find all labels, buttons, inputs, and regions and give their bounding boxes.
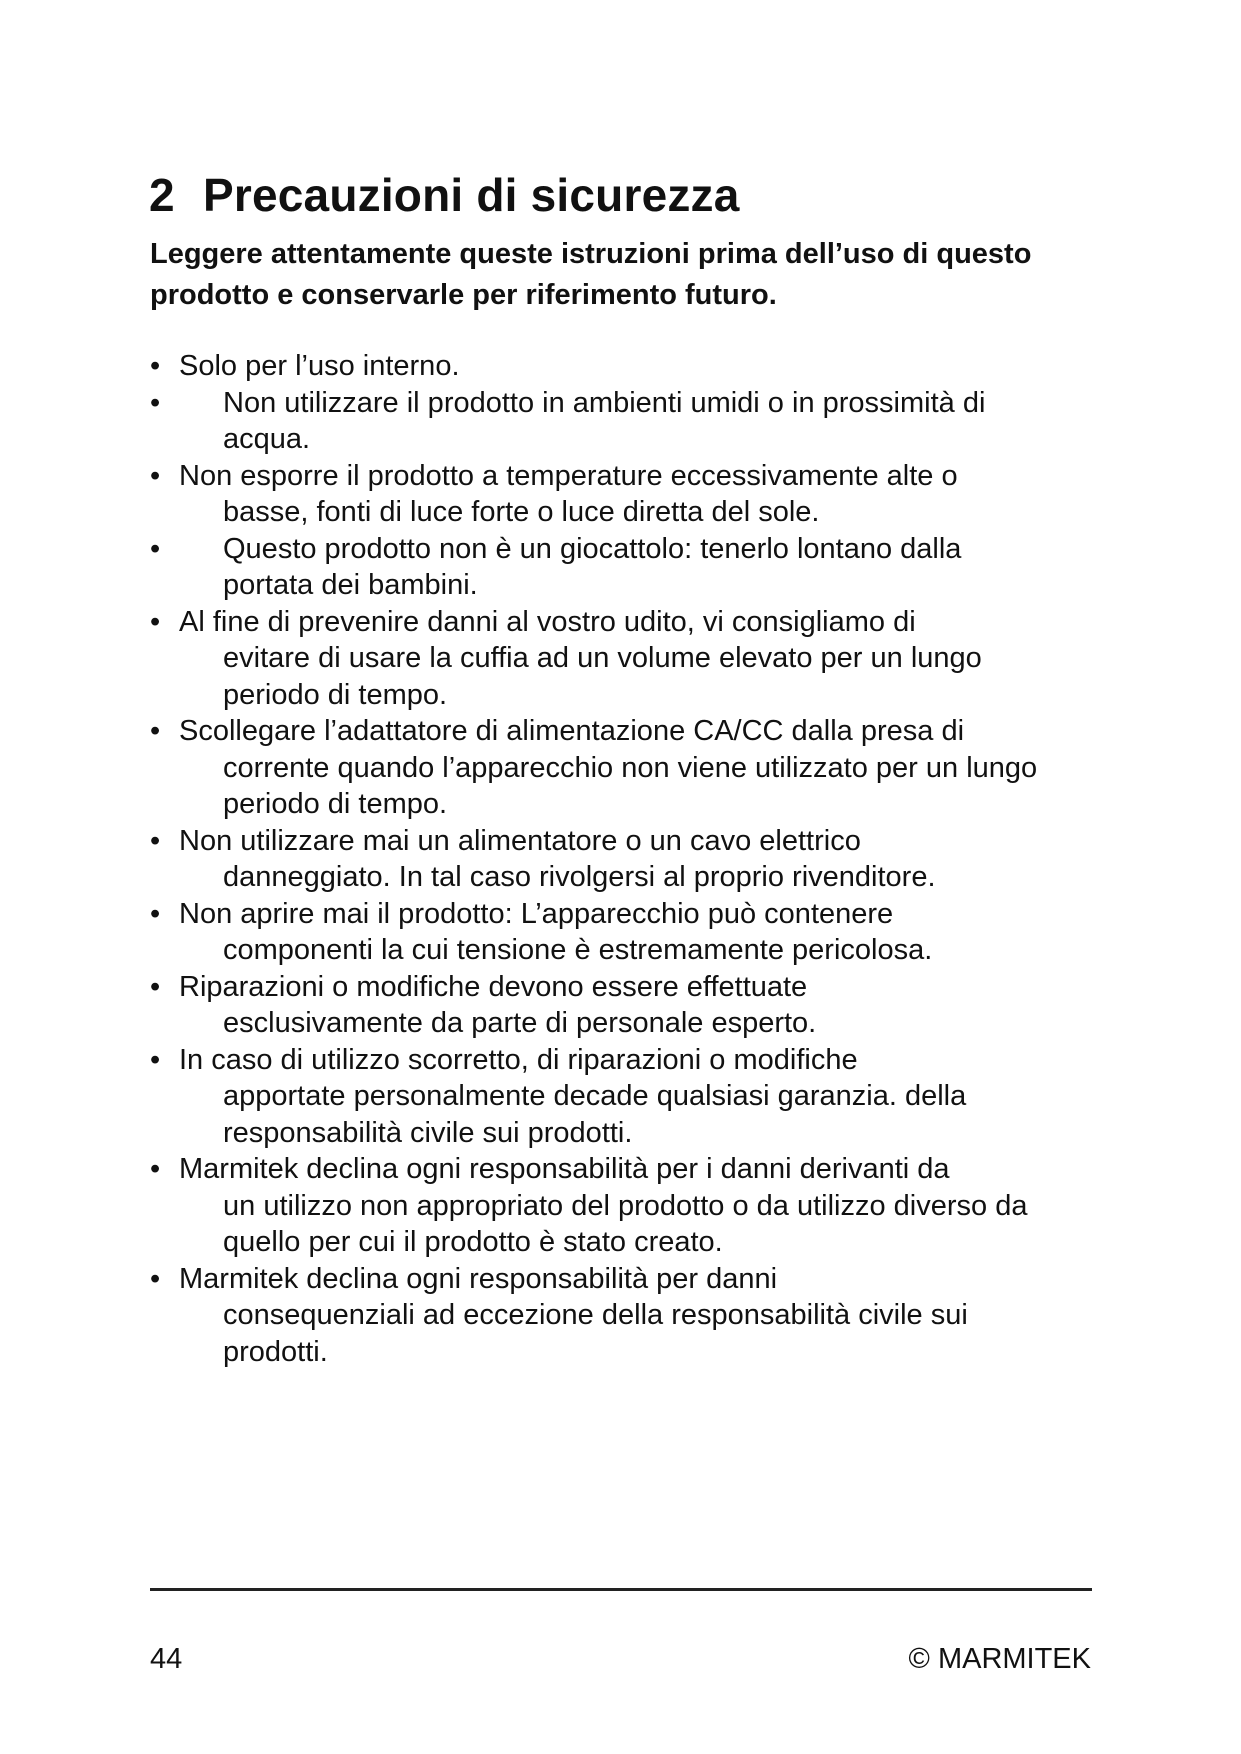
section-number: 2 bbox=[149, 169, 175, 221]
list-item-text: Scollegare l’adattatore di alimentazione CA/CC dalla presa di bbox=[179, 715, 965, 747]
list-item bbox=[150, 969, 1080, 1042]
list-item bbox=[150, 385, 1080, 458]
list-item-text: Marmitek declina ogni responsabilità per danni bbox=[179, 1262, 778, 1295]
copyright-notice: © MARMITEK bbox=[908, 1643, 1091, 1675]
list-item-continuation: apportate personalmente decade qualsiasi garanzia. della responsabilità civile sui prodotti. bbox=[223, 1080, 967, 1149]
list-item-continuation: corrente quando l’apparecchio non viene utilizzato per un lungo periodo di tempo. bbox=[223, 751, 1038, 820]
list-item-continuation: componenti la cui tensione è estremamente pericolosa. bbox=[223, 934, 933, 966]
bullet-icon: • bbox=[150, 532, 161, 565]
list-item-continuation: evitare di usare la cuffia ad un volume elevato per un lungo periodo di tempo. bbox=[223, 642, 982, 711]
list-item-continuation: portata dei bambini. bbox=[223, 569, 478, 601]
list-item bbox=[150, 823, 1080, 896]
list-item bbox=[150, 713, 1080, 823]
list-item bbox=[150, 348, 1080, 385]
list-item bbox=[150, 531, 1080, 604]
list-item bbox=[150, 604, 1080, 714]
bullet-icon: • bbox=[150, 897, 161, 930]
list-item-text: Marmitek declina ogni responsabilità per i danni derivanti da bbox=[179, 1153, 950, 1185]
list-item bbox=[150, 896, 1080, 969]
list-item-continuation: un utilizzo non appropriato del prodotto o da utilizzo diverso da quello per cui il prodotto è stato creato. bbox=[223, 1189, 1028, 1258]
section-title: Precauzioni di sicurezza bbox=[203, 169, 740, 221]
list-item-text: Al fine di prevenire danni al vostro udito, vi consigliamo di bbox=[179, 605, 916, 638]
list-item bbox=[150, 458, 1080, 531]
bullet-icon: • bbox=[150, 970, 161, 1003]
list-item bbox=[150, 1151, 1080, 1261]
bullet-icon: • bbox=[150, 824, 161, 857]
list-item-text: In caso di utilizzo scorretto, di riparazioni o modifiche bbox=[179, 1043, 858, 1076]
list-item-text: Non utilizzare il prodotto in ambienti umidi o in prossimità di bbox=[223, 386, 986, 419]
list-item-text: Questo prodotto non è un giocattolo: tenerlo lontano dalla bbox=[223, 532, 962, 565]
list-item-text: Non utilizzare mai un alimentatore o un cavo elettrico bbox=[179, 824, 861, 857]
list-item-continuation: consequenziali ad eccezione della responsabilità civile sui prodotti. bbox=[223, 1299, 968, 1368]
list-item-continuation: esclusivamente da parte di personale esperto. bbox=[223, 1007, 817, 1039]
page-number: 44 bbox=[150, 1643, 183, 1675]
list-item-continuation: danneggiato. In tal caso rivolgersi al proprio rivenditore. bbox=[223, 861, 936, 893]
list-item-continuation: acqua. bbox=[223, 423, 311, 455]
bullet-icon: • bbox=[150, 1043, 161, 1076]
bullet-icon: • bbox=[150, 1262, 161, 1295]
bullet-icon: • bbox=[150, 459, 161, 492]
list-item bbox=[150, 1042, 1080, 1152]
bullet-icon: • bbox=[150, 350, 161, 382]
section-heading bbox=[149, 168, 740, 222]
bullet-icon: • bbox=[150, 386, 161, 419]
bullet-icon: • bbox=[150, 1153, 161, 1185]
safety-precautions-list bbox=[150, 348, 1080, 1370]
bullet-icon: • bbox=[150, 715, 161, 747]
bullet-icon: • bbox=[150, 605, 161, 638]
list-item-text: Solo per l’uso interno. bbox=[179, 350, 460, 382]
list-item bbox=[150, 1261, 1080, 1371]
list-item-continuation: basse, fonti di luce forte o luce diretta del sole. bbox=[223, 496, 820, 528]
intro-paragraph: Leggere attentamente queste istruzioni prima dell’uso di questo prodotto e conservarle per riferimento futuro. bbox=[150, 238, 1032, 311]
list-item-text: Non aprire mai il prodotto: L’apparecchio può contenere bbox=[179, 897, 894, 930]
list-item-text: Riparazioni o modifiche devono essere effettuate bbox=[179, 970, 808, 1003]
list-item-text: Non esporre il prodotto a temperature eccessivamente alte o bbox=[179, 459, 958, 492]
footer-divider bbox=[150, 1588, 1092, 1591]
